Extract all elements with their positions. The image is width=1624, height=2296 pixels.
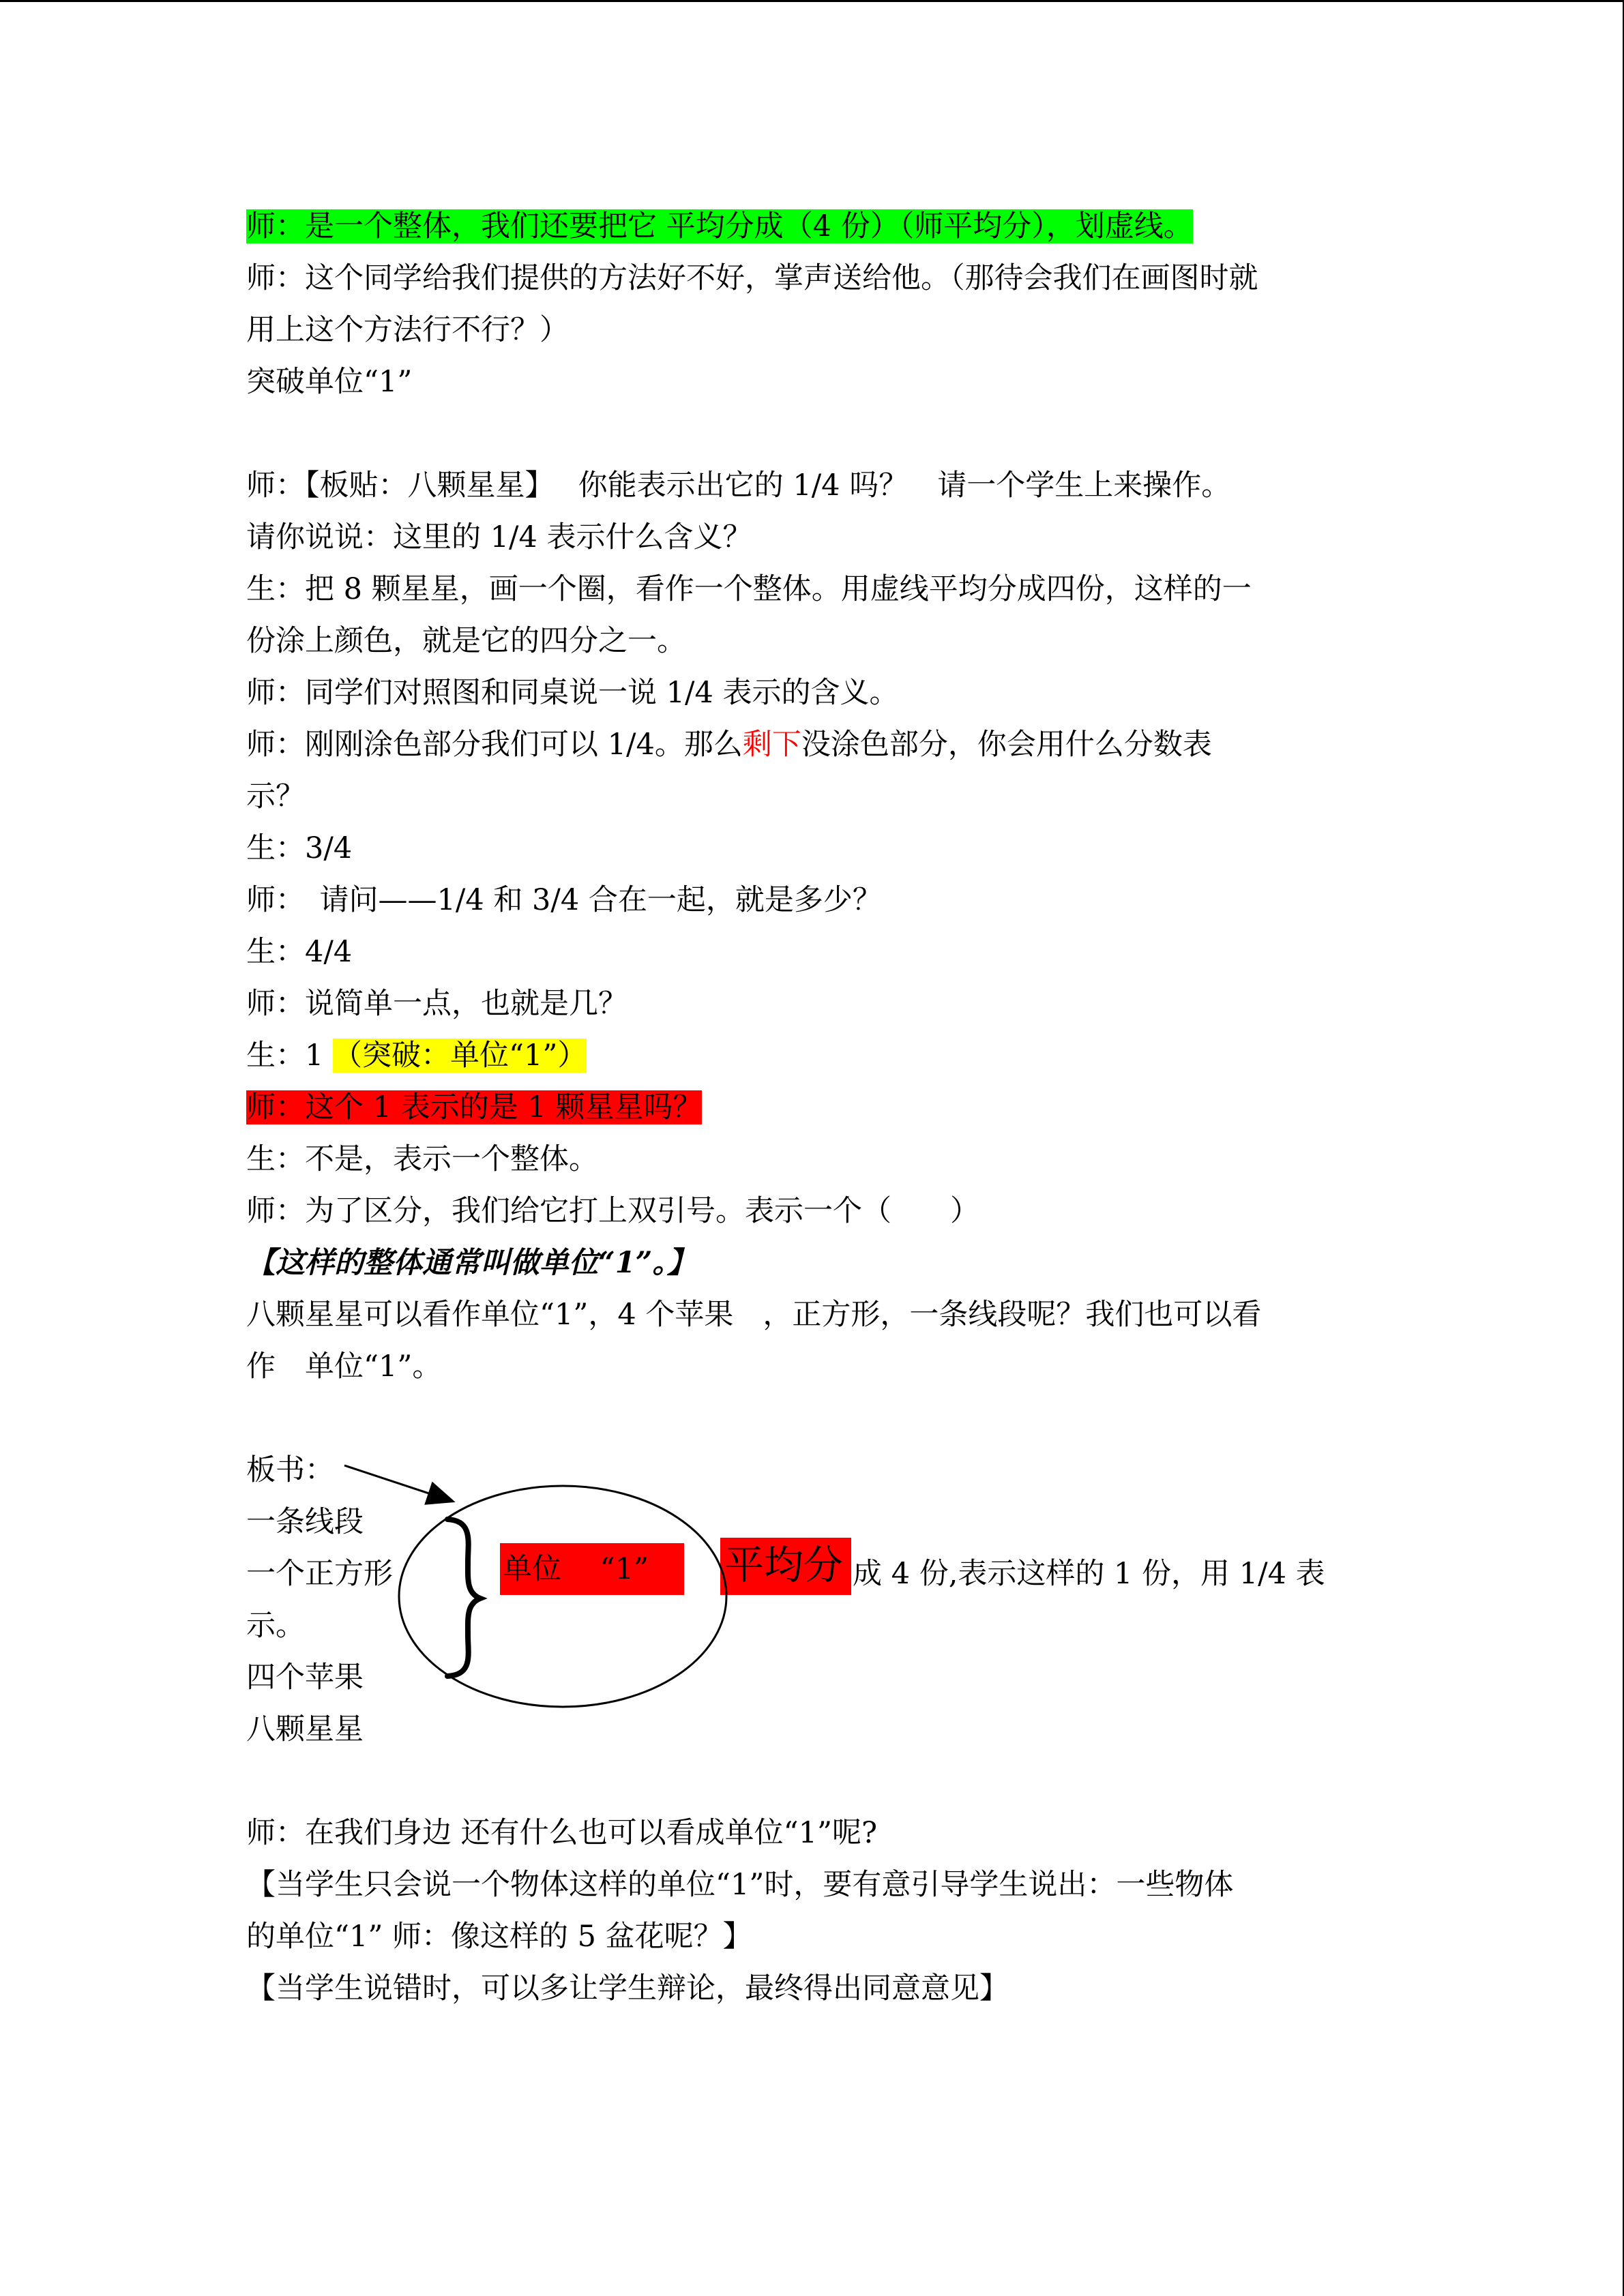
line-11: 示？ — [246, 779, 305, 814]
line-24: 一条线段 — [246, 1505, 364, 1539]
line-4: 突破单位“1” — [246, 365, 413, 399]
line-3: 用上这个方法行不行？） — [246, 313, 569, 347]
average-split-box: 平均分 — [720, 1538, 851, 1595]
line-16 — [246, 1035, 587, 1076]
line-9: 师：同学们对照图和同桌说一说 1/4 表示的含义。 — [246, 676, 899, 710]
line-15: 师：说简单一点，也就是几？ — [246, 987, 628, 1021]
line-17 — [246, 1087, 702, 1128]
line-25: 一个正方形 — [246, 1557, 393, 1591]
unit-one-box: 单位 “1” — [500, 1543, 684, 1595]
line-32: 【当学生说错时，可以多让学生辩论，最终得出同意意见】 — [246, 1971, 1009, 2006]
line-10 — [246, 724, 1212, 765]
curly-brace-icon — [447, 1519, 480, 1676]
line-22: 作 单位“1”。 — [246, 1350, 442, 1384]
line-20-heading: 【这样的整体通常叫做单位“1”。】 — [246, 1246, 696, 1280]
line-30: 【当学生只会说一个物体这样的单位“1”时，要有意引导学生说出：一些物体 — [246, 1868, 1234, 1902]
red-text-remaining: 剩下 — [742, 728, 801, 762]
red-highlight-text: 师：这个 1 表示的是 1 颗星星吗？ — [246, 1090, 703, 1124]
line-10-part-b: 没涂色部分，你会用什么分数表 — [801, 728, 1212, 762]
line-8: 份涂上颜色，就是它的四分之一。 — [246, 624, 686, 658]
line-13: 师： 请问——1/4 和 3/4 合在一起，就是多少？ — [246, 883, 882, 917]
circle-outline — [399, 1486, 726, 1707]
line-25-tail: 成 4 份,表示这样的 1 份，用 1/4 表 — [853, 1557, 1325, 1591]
line-18: 生：不是，表示一个整体。 — [246, 1142, 598, 1176]
line-19: 师：为了区分，我们给它打上双引号。表示一个（ ） — [246, 1194, 979, 1228]
line-7: 生：把 8 颗星星，画一个圈，看作一个整体。用虚线平均分成四份，这样的一 — [246, 572, 1252, 606]
page-top-border — [0, 0, 1624, 2]
line-6: 请你说说：这里的 1/4 表示什么含义？ — [246, 520, 752, 554]
line-27: 四个苹果 — [246, 1660, 364, 1695]
green-highlight-text: 师：是一个整体，我们还要把它 平均分成（4 份）（师平均分），划虚线。 — [246, 209, 1193, 243]
line-31: 的单位“1” 师：像这样的 5 盆花呢？】 — [246, 1920, 752, 1954]
line-26: 示。 — [246, 1609, 305, 1643]
line-21: 八颗星星可以看作单位“1”，4 个苹果 ，正方形，一条线段呢？我们也可以看 — [246, 1298, 1262, 1332]
line-23-board: 板书： — [246, 1453, 334, 1487]
line-10-part-a: 师：刚刚涂色部分我们可以 1/4。那么 — [246, 728, 743, 762]
line-1 — [246, 206, 1193, 247]
line-28: 八颗星星 — [246, 1712, 364, 1746]
line-29: 师：在我们身边 还有什么也可以看成单位“1”呢? — [246, 1816, 878, 1850]
line-5: 师：【板贴：八颗星星】 你能表示出它的 1/4 吗？ 请一个学生上来操作。 — [246, 468, 1231, 503]
line-16-part-a: 生：1 — [246, 1039, 334, 1073]
line-2: 师：这个同学给我们提供的方法好不好，掌声送给他。（那待会我们在画图时就 — [246, 261, 1258, 295]
line-14: 生：4/4 — [246, 935, 353, 969]
yellow-highlight-text: （突破：单位“1”） — [333, 1039, 587, 1073]
arrow-icon — [344, 1465, 452, 1501]
line-12: 生：3/4 — [246, 831, 353, 865]
